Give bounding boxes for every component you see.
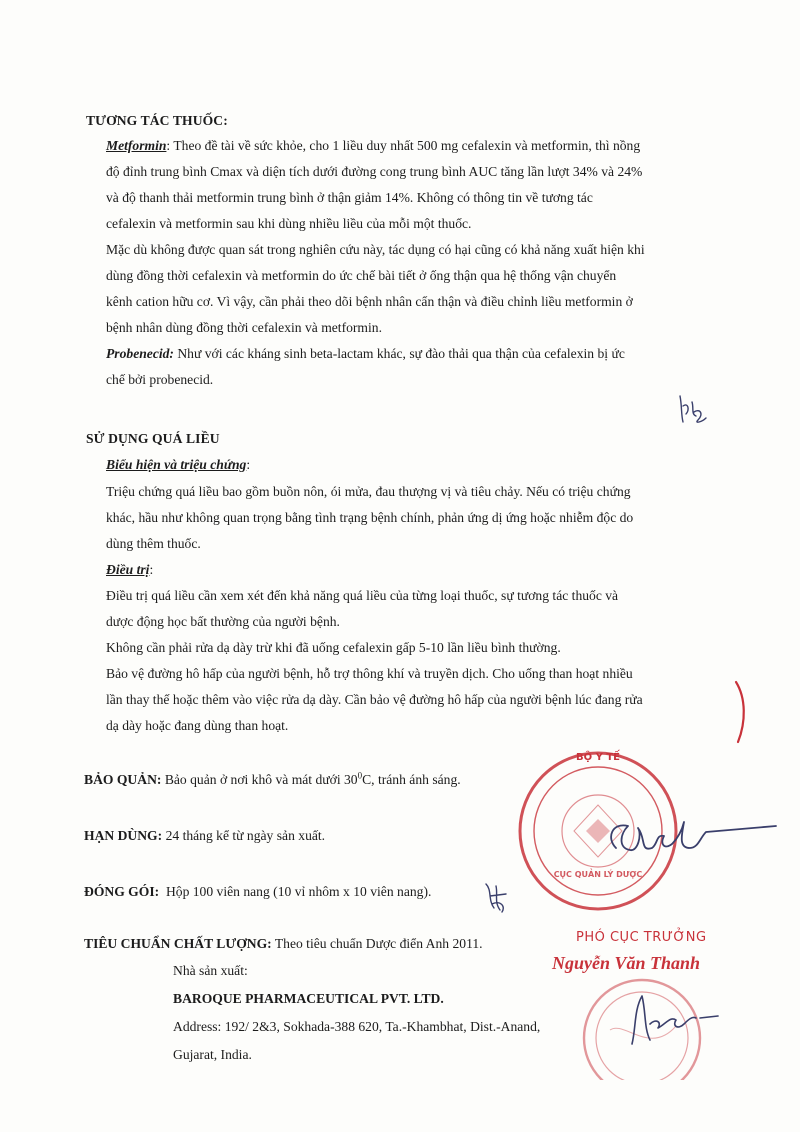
symptoms-line-2: khác, hầu như không quan trọng bằng tình trạng bệnh chính, phản ứng dị ứng hoặc nhiễm độc do bbox=[106, 510, 634, 525]
seal-top-text: BỘ Y TẾ bbox=[576, 752, 620, 763]
metformin-line-1: Metformin: Theo đề tài về sức khỏe, cho 1 liều duy nhất 500 mg cefalexin và metformin, thì nồng bbox=[106, 138, 641, 153]
treatment-line-4: Bảo vệ đường hô hấp của người bệnh, hỗ trợ thông khí và truyền dịch. Cho uống than hoạt nhiều bbox=[106, 666, 633, 681]
interaction-para2-line-4: bệnh nhân dùng đồng thời cefalexin và metformin. bbox=[106, 320, 382, 335]
symptoms-line-3: dùng thêm thuốc. bbox=[106, 536, 201, 551]
interaction-para2-line-3: kênh cation hữu cơ. Vì vậy, cần phải theo dõi bệnh nhân cẩn thận và điều chỉnh liều metformin ở bbox=[106, 294, 633, 309]
metformin-line-4: cefalexin và metformin sau khi dùng nhiều liều của mỗi một thuốc. bbox=[106, 216, 472, 231]
metformin-label: Metformin bbox=[106, 138, 167, 153]
manufacturer-address-line-2: Gujarat, India. bbox=[173, 1047, 252, 1062]
probenecid-line-2: chế bởi probenecid. bbox=[106, 372, 214, 387]
metformin-line-3: và độ thanh thải metformin trung bình ở thận giảm 14%. Không có thông tin về tương tác bbox=[106, 190, 593, 205]
overdose-heading: SỬ DỤNG QUÁ LIỀU bbox=[86, 431, 220, 446]
manufacturer-name: BAROQUE PHARMACEUTICAL PVT. LTD. bbox=[173, 991, 444, 1006]
packaging-label: ĐÓNG GÓI: bbox=[84, 884, 160, 899]
interaction-para2-line-2: dùng đồng thời cefalexin và metformin do ức chế bài tiết ở ống thận qua hệ thống vận chuyển bbox=[106, 268, 617, 283]
signer-title: PHÓ CỤC TRƯỞNG bbox=[576, 930, 707, 945]
treatment-line-6: dạ dày hoặc đang dùng than hoạt. bbox=[106, 718, 289, 733]
interaction-para2-line-1: Mặc dù không được quan sát trong nghiên cứu này, tác dụng có hại cũng có khả năng xuất hiện khi bbox=[106, 242, 645, 257]
treatment-line-3: Không cần phải rửa dạ dày trừ khi đã uống cefalexin gấp 5-10 lần liều bình thường. bbox=[106, 640, 561, 655]
storage-line: BẢO QUẢN: Bảo quản ở nơi khô và mát dưới $30^0C$, tránh ánh sáng. bbox=[84, 770, 461, 787]
interaction-heading: TƯƠNG TÁC THUỐC: bbox=[86, 113, 228, 128]
signer-name: Nguyễn Văn Thanh bbox=[552, 953, 701, 973]
expiry-line: HẠN DÙNG: 24 tháng kể từ ngày sản xuất. bbox=[84, 828, 326, 843]
director-signature bbox=[598, 808, 778, 868]
packaging-signature-mark bbox=[480, 878, 512, 916]
manufacturer-address-line-1: Address: 192/ 2&3, Sokhada-388 620, Ta.-Khambhat, Dist.-Anand, bbox=[173, 1019, 541, 1034]
standard-label: TIÊU CHUẨN CHẤT LƯỢNG: bbox=[84, 936, 272, 951]
storage-label: BẢO QUẢN: bbox=[84, 772, 162, 787]
treatment-line-1: Điều trị quá liều cần xem xét đến khả năng quá liều của từng loại thuốc, sự tương tác thuốc và bbox=[106, 588, 619, 603]
lower-signature bbox=[622, 984, 722, 1054]
treatment-line-5: lần thay thế hoặc thêm vào việc rửa dạ dày. Cần bảo vệ đường hô hấp của người bệnh lúc đang rửa bbox=[106, 692, 643, 707]
treatment-line-2: dược động học bất thường của người bệnh. bbox=[106, 614, 340, 629]
initials-signature-mark bbox=[672, 392, 712, 430]
treatment-subheading: Điều trị: bbox=[106, 562, 154, 577]
symptoms-subheading: Biểu hiện và triệu chứng: bbox=[106, 457, 251, 472]
red-margin-mark bbox=[728, 678, 754, 748]
metformin-line-2: độ đỉnh trung bình Cmax và diện tích dưới đường cong trung bình AUC tăng lần lượt 34% và 24% bbox=[106, 164, 643, 179]
seal-bottom-text: CỤC QUẢN LÝ DƯỢC bbox=[553, 870, 643, 879]
packaging-line: ĐÓNG GÓI: Hộp 100 viên nang (10 vỉ nhôm x 10 viên nang). bbox=[84, 884, 432, 899]
probenecid-line-1: Probenecid: Như với các kháng sinh beta-lactam khác, sự đào thải qua thận của cefalexin bị ức bbox=[106, 346, 625, 361]
expiry-label: HẠN DÙNG: bbox=[84, 828, 163, 843]
standard-line: TIÊU CHUẨN CHẤT LƯỢNG: Theo tiêu chuẩn Dược điển Anh 2011. bbox=[84, 936, 483, 951]
probenecid-label: Probenecid: bbox=[106, 346, 174, 361]
manufacturer-label: Nhà sản xuất: bbox=[173, 963, 248, 978]
symptoms-line-1: Triệu chứng quá liều bao gồm buồn nôn, ói mửa, đau thượng vị và tiêu chảy. Nếu có triệu chứng bbox=[106, 484, 631, 499]
